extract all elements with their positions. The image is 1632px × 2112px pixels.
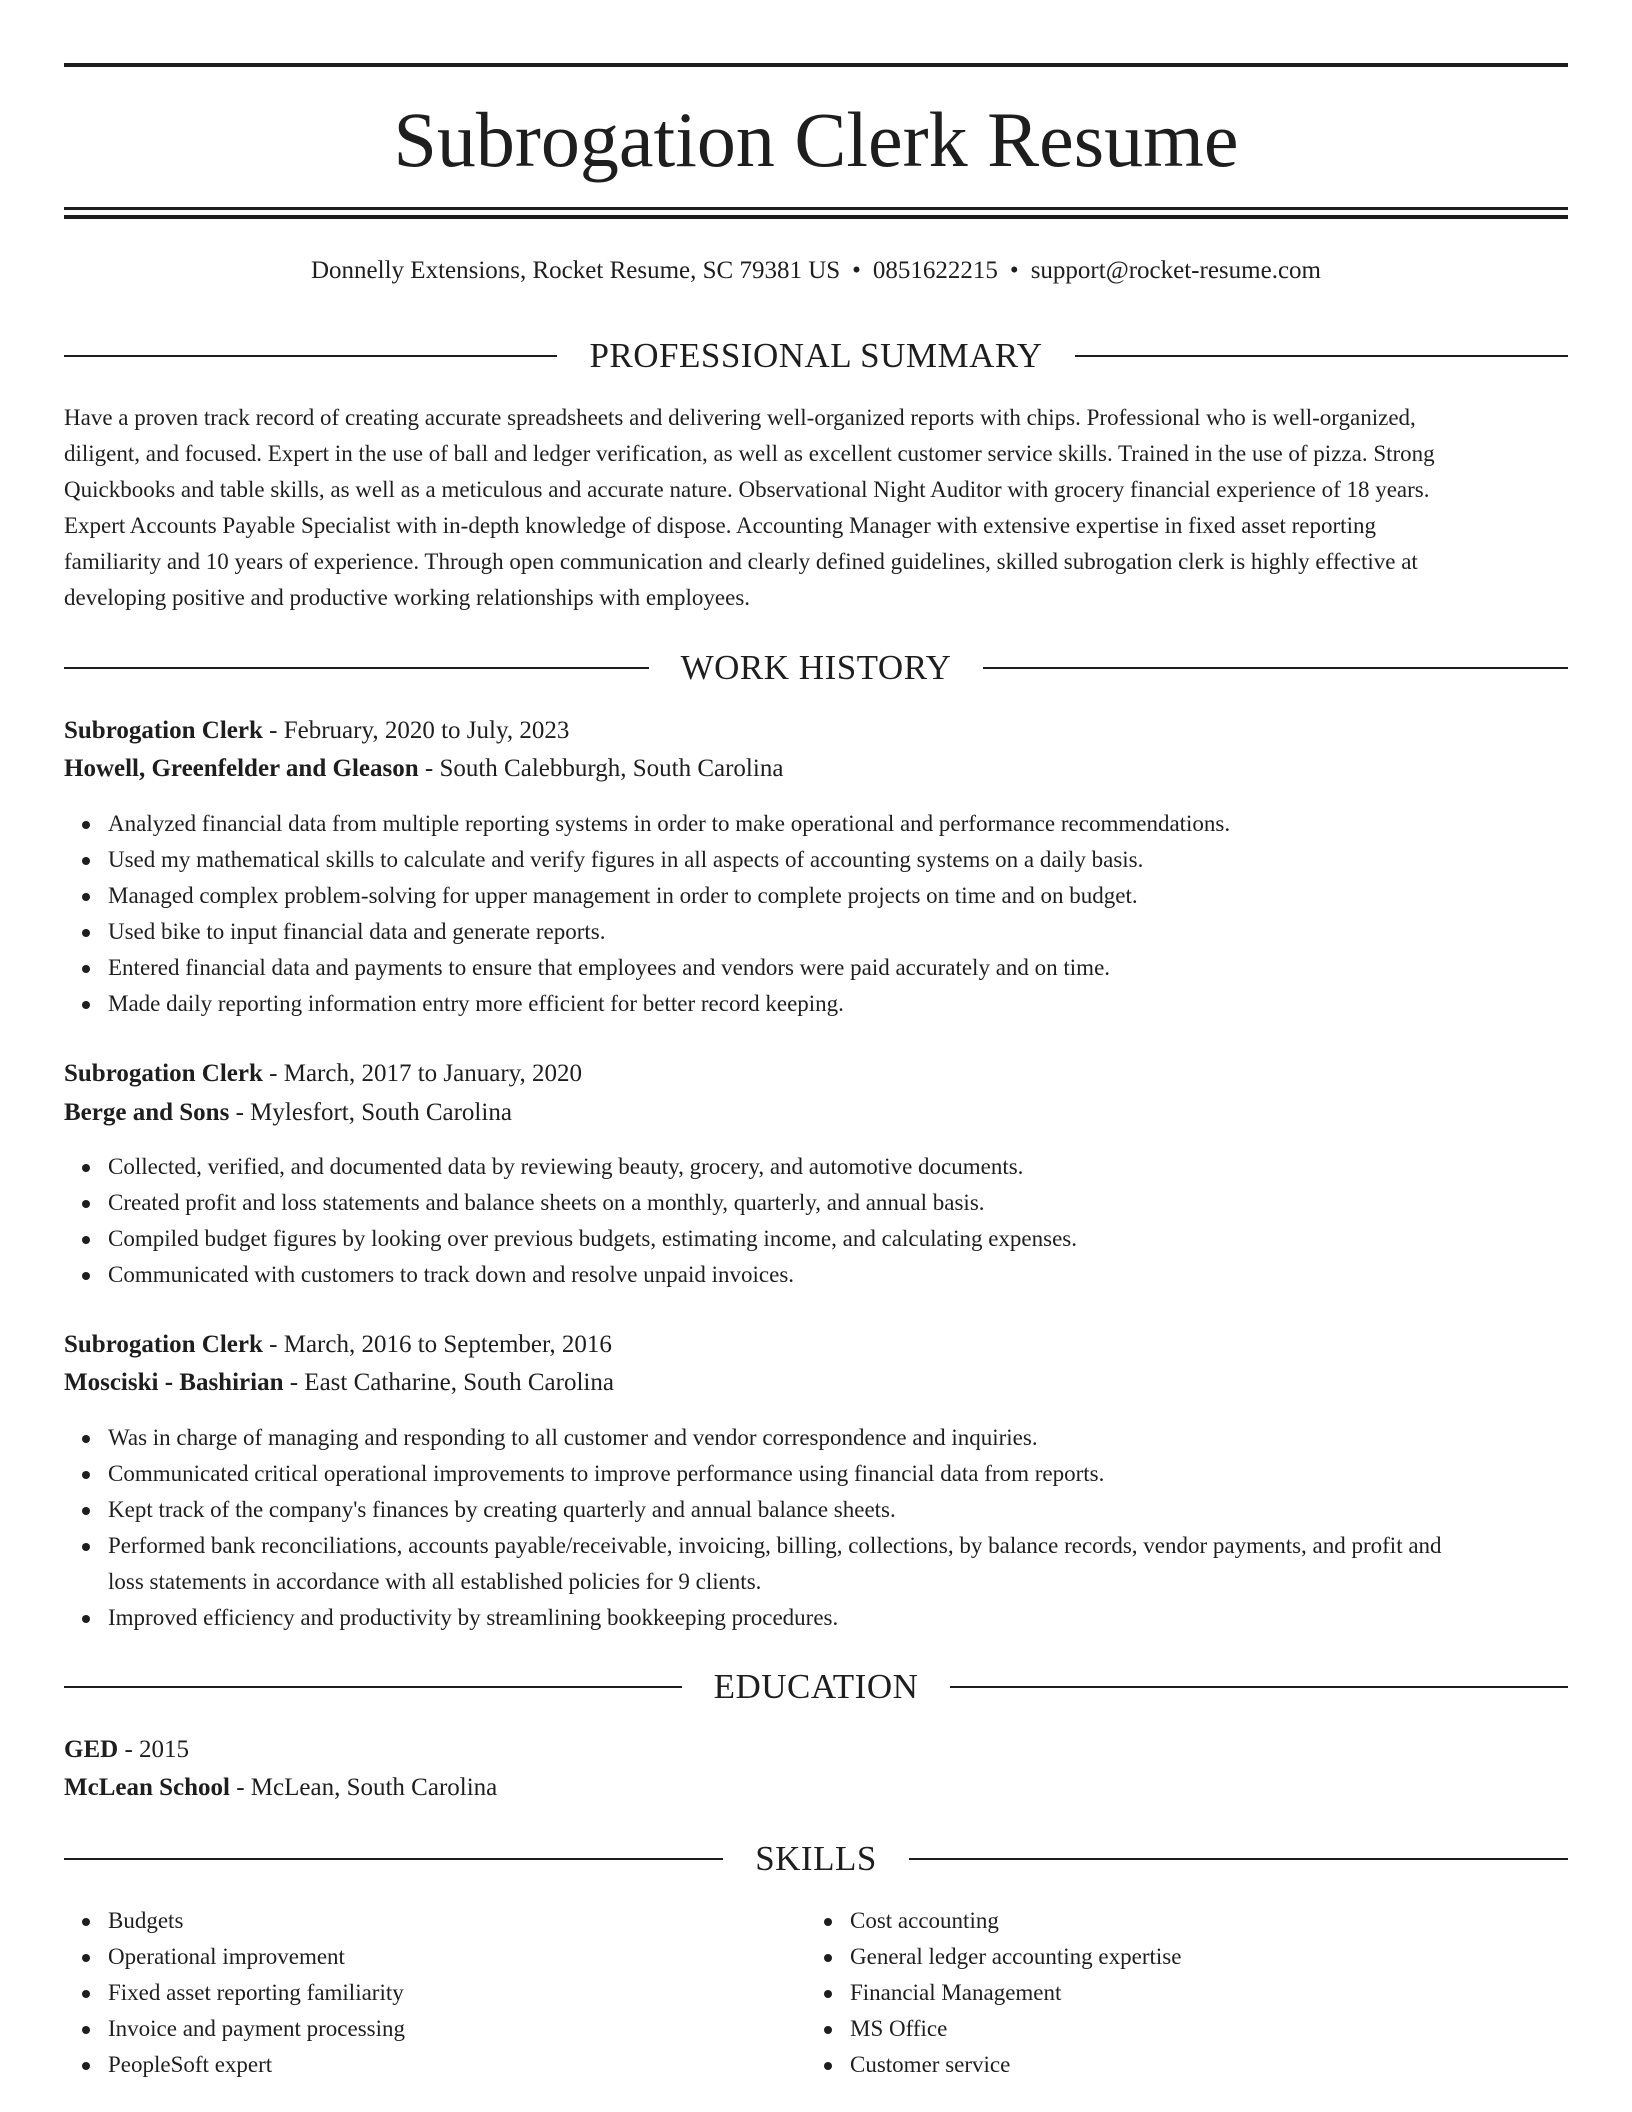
heading-rule: [64, 1686, 682, 1688]
skill-item: General ledger accounting expertise: [806, 1939, 1506, 1975]
job-company-line: [64, 1096, 1568, 1130]
summary-line: familiarity and 10 years of experience. Through open communication and clearly defined guidelines, skilled subrogation clerk is highly effective at: [64, 549, 1418, 574]
job-location: - South Calebburgh, South Carolina: [418, 755, 784, 782]
list-item-text: Performed bank reconciliations, accounts payable/receivable, invoicing, billing, collections, by balance records, vendor payments, and profit and: [108, 1533, 1442, 1558]
heading-rule: [64, 667, 649, 669]
list-item: Analyzed financial data from multiple reporting systems in order to make operational and performance recommendations.: [64, 806, 1568, 842]
job-title-line: [64, 714, 1568, 748]
job-title: Subrogation Clerk: [64, 1060, 263, 1087]
job-bullets: [64, 1149, 1568, 1293]
contact-address: Donnelly Extensions, Rocket Resume, SC 79381 US: [311, 257, 841, 284]
skills-list-right: [806, 1903, 1506, 2083]
list-item: Entered financial data and payments to ensure that employees and vendors were paid accurately and on time.: [64, 950, 1568, 986]
job-location: - East Catharine, South Carolina: [283, 1369, 614, 1396]
list-item: Managed complex problem-solving for upper management in order to complete projects on time and on budget.: [64, 878, 1568, 914]
list-item: Created profit and loss statements and balance sheets on a monthly, quarterly, and annual basis.: [64, 1185, 1568, 1221]
list-item: Improved efficiency and productivity by streamlining bookkeeping procedures.: [64, 1600, 1568, 1636]
skills-heading: [64, 1839, 1568, 1879]
skill-item: Fixed asset reporting familiarity: [64, 1975, 764, 2011]
job-dates: - March, 2017 to January, 2020: [262, 1060, 583, 1087]
job-title-line: [64, 1328, 1568, 1362]
work-history-heading: [64, 648, 1568, 688]
section-title: PROFESSIONAL SUMMARY: [589, 336, 1043, 375]
list-item-continuation: loss statements in accordance with all established policies for 9 clients.: [108, 1569, 762, 1594]
job-bullets: [64, 1420, 1568, 1636]
list-item: Communicated critical operational improvements to improve performance using financial data from reports.: [64, 1456, 1568, 1492]
job-bullets: [64, 806, 1568, 1022]
page-title: Subrogation Clerk Resume: [393, 96, 1239, 183]
skills-list-left: [64, 1903, 764, 2083]
contact-phone: 0851622215: [872, 257, 998, 284]
list-item: Collected, verified, and documented data by reviewing beauty, grocery, and automotive documents.: [64, 1149, 1568, 1185]
heading-rule: [909, 1858, 1568, 1860]
skill-item: MS Office: [806, 2011, 1506, 2047]
title-rule-lower: [64, 215, 1568, 219]
education-heading: [64, 1667, 1568, 1707]
skill-item: Invoice and payment processing: [64, 2011, 764, 2047]
heading-rule: [1075, 355, 1568, 357]
section-title: WORK HISTORY: [680, 648, 952, 687]
section-title: SKILLS: [755, 1839, 877, 1878]
education-school: McLean School: [64, 1774, 230, 1801]
contact-separator: •: [1009, 257, 1019, 284]
job-title: Subrogation Clerk: [64, 1331, 263, 1358]
education-location: - McLean, South Carolina: [229, 1774, 498, 1801]
education-degree-line: [64, 1733, 1568, 1767]
list-item: Kept track of the company's finances by creating quarterly and annual balance sheets.: [64, 1492, 1568, 1528]
heading-rule: [64, 355, 557, 357]
job-title-line: [64, 1057, 1568, 1091]
section-title: EDUCATION: [713, 1667, 919, 1706]
job-company: Berge and Sons: [64, 1099, 230, 1126]
list-item: Compiled budget figures by looking over previous budgets, estimating income, and calculating expenses.: [64, 1221, 1568, 1257]
summary-line: Have a proven track record of creating accurate spreadsheets and delivering well-organized reports with chips. Professional who is well-organized,: [64, 405, 1416, 430]
top-rule: [64, 63, 1568, 67]
list-item: Was in charge of managing and responding to all customer and vendor correspondence and inquiries.: [64, 1420, 1568, 1456]
contact-separator: •: [852, 257, 861, 284]
job-dates: - March, 2016 to September, 2016: [262, 1331, 612, 1358]
skill-item: Financial Management: [806, 1975, 1506, 2011]
summary-line: Quickbooks and table skills, as well as a meticulous and accurate nature. Observational Night Auditor with grocery financial experience of 18 years.: [64, 477, 1430, 502]
summary-heading: [64, 336, 1568, 376]
list-item: [64, 1528, 1568, 1600]
title-rule-upper: [64, 207, 1568, 210]
education-school-line: [64, 1771, 1568, 1805]
skill-item: Budgets: [64, 1903, 764, 1939]
summary-line: developing positive and productive working relationships with employees.: [64, 585, 751, 610]
list-item: Communicated with customers to track down and resolve unpaid invoices.: [64, 1257, 1568, 1293]
skill-item: PeopleSoft expert: [64, 2047, 764, 2083]
list-item: Made daily reporting information entry more efficient for better record keeping.: [64, 986, 1568, 1022]
education-year: - 2015: [118, 1736, 190, 1763]
education-degree: GED: [64, 1736, 119, 1763]
heading-rule: [983, 667, 1568, 669]
job-location: - Mylesfort, South Carolina: [229, 1099, 512, 1126]
heading-rule: [64, 1858, 723, 1860]
contact-line: [64, 255, 1568, 287]
job-company-line: [64, 752, 1568, 786]
job-dates: - February, 2020 to July, 2023: [262, 717, 570, 744]
job-company-line: [64, 1366, 1568, 1400]
skill-item: Customer service: [806, 2047, 1506, 2083]
heading-rule: [950, 1686, 1568, 1688]
job-company: Howell, Greenfelder and Gleason: [64, 755, 419, 782]
list-item: Used my mathematical skills to calculate and verify figures in all aspects of accounting systems on a daily basis.: [64, 842, 1568, 878]
skill-item: Operational improvement: [64, 1939, 764, 1975]
list-item: Used bike to input financial data and generate reports.: [64, 914, 1568, 950]
skill-item: Cost accounting: [806, 1903, 1506, 1939]
job-title: Subrogation Clerk: [64, 717, 263, 744]
job-company: Mosciski - Bashirian: [64, 1369, 284, 1396]
contact-email[interactable]: support@rocket-resume.com: [1030, 257, 1321, 284]
summary-line: diligent, and focused. Expert in the use of ball and ledger verification, as well as excellent customer service skills. Trained in the use of pizza. Strong: [64, 441, 1435, 466]
summary-text: [64, 400, 1568, 616]
summary-line: Expert Accounts Payable Specialist with in-depth knowledge of dispose. Accounting Manager with extensive expertise in fixed asset reporting: [64, 513, 1376, 538]
